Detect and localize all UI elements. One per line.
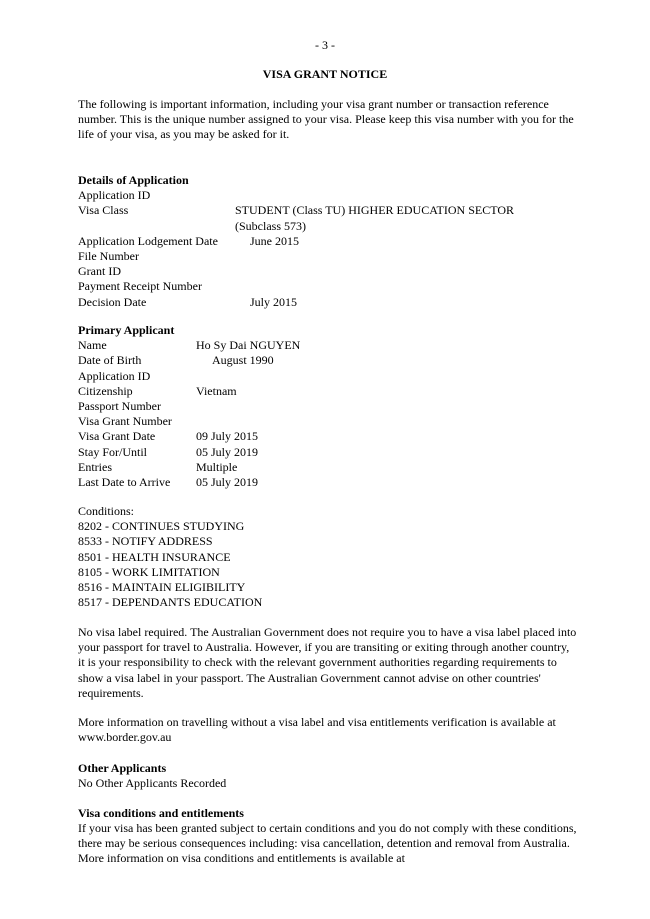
- detail-label: File Number: [78, 248, 139, 263]
- detail-row: [78, 188, 578, 203]
- applicant-value: Ho Sy Dai NGUYEN: [196, 338, 301, 353]
- detail-row: [78, 279, 578, 294]
- applicant-label: Visa Grant Date: [78, 429, 156, 444]
- condition-item: 8516 - MAINTAIN ELIGIBILITY: [78, 579, 246, 594]
- applicant-label: Last Date to Arrive: [78, 474, 171, 489]
- detail-value: July 2015: [250, 294, 298, 309]
- detail-label: Application Lodgement Date: [78, 233, 218, 248]
- page-title: VISA GRANT NOTICE: [262, 67, 388, 81]
- applicant-value: Vietnam: [196, 383, 237, 398]
- detail-label: Visa Class: [78, 203, 129, 218]
- applicant-value: Multiple: [196, 459, 238, 474]
- detail-value: (Subclass 573): [235, 218, 306, 233]
- page-number: - 3 -: [315, 38, 335, 52]
- applicant-row: [78, 445, 578, 460]
- applicant-row: [78, 353, 578, 368]
- visa-label-paragraph: No visa label required. The Australian Government does not require you to have a visa label placed into your passport for travel to Australia. However, if you are transiting or exiting through another country, it is your responsibility to check with the relevant government authorities regarding requirements to show a visa label in your passport. The Australian Government cannot advise on other countries' requirements.: [78, 625, 577, 700]
- other-applicants-heading: Other Applicants: [78, 761, 167, 775]
- applicant-row: [78, 475, 578, 490]
- detail-row: [78, 249, 578, 264]
- applicant-label: Name: [78, 338, 107, 353]
- detail-row: [78, 295, 578, 310]
- detail-label: Decision Date: [78, 294, 147, 309]
- applicant-label: Passport Number: [78, 398, 161, 413]
- applicant-value: August 1990: [212, 353, 274, 368]
- applicant-label: Date of Birth: [78, 353, 142, 368]
- condition-item: 8533 - NOTIFY ADDRESS: [78, 534, 213, 549]
- detail-value: STUDENT (Class TU) HIGHER EDUCATION SECTOR: [235, 203, 514, 218]
- applicant-label: Visa Grant Number: [78, 414, 172, 429]
- applicant-label: Application ID: [78, 368, 151, 383]
- applicant-row: [78, 338, 578, 353]
- condition-item: 8501 - HEALTH INSURANCE: [78, 549, 231, 564]
- condition-item: 8517 - DEPENDANTS EDUCATION: [78, 595, 263, 610]
- application-details-heading: Details of Application: [78, 173, 189, 187]
- other-applicants-text: No Other Applicants Recorded: [78, 776, 227, 791]
- detail-value: June 2015: [250, 233, 299, 248]
- detail-row: [78, 264, 578, 279]
- applicant-row: [78, 429, 578, 444]
- applicant-value: 09 July 2015: [196, 429, 259, 444]
- applicant-label: Citizenship: [78, 383, 133, 398]
- condition-item: 8105 - WORK LIMITATION: [78, 564, 220, 579]
- intro-paragraph: The following is important information, including your visa grant number or transaction reference number. This is the unique number assigned to your visa. Please keep this visa number with you for the life of your visa, as you may be asked for it.: [78, 97, 574, 142]
- entitlements-paragraph: If your visa has been granted subject to certain conditions and you do not comply with these conditions, there may be serious consequences including: visa cancellation, detention and removal from Australia. More information on visa conditions and entitlements is available at: [78, 821, 577, 866]
- application-details-section: [78, 173, 578, 310]
- entitlements-section: [78, 806, 578, 821]
- applicant-label: Stay For/Until: [78, 444, 148, 459]
- applicant-value: 05 July 2019: [196, 444, 259, 459]
- condition-item: 8202 - CONTINUES STUDYING: [78, 519, 245, 534]
- applicant-row: [78, 369, 578, 384]
- detail-row: [78, 203, 578, 218]
- detail-label: Payment Receipt Number: [78, 279, 202, 294]
- primary-applicant-section: [78, 323, 578, 490]
- detail-label: Application ID: [78, 188, 151, 203]
- more-info-paragraph: More information on travelling without a visa label and visa entitlements verification is available at www.border.gov.au: [78, 715, 556, 745]
- detail-row: [78, 219, 578, 234]
- applicant-row: [78, 384, 578, 399]
- conditions-section: [78, 504, 578, 610]
- applicant-row: [78, 414, 578, 429]
- detail-row: [78, 234, 578, 249]
- conditions-heading: Conditions:: [78, 504, 135, 518]
- applicant-label: Entries: [78, 459, 112, 474]
- applicant-row: [78, 399, 578, 414]
- detail-label: Grant ID: [78, 264, 121, 279]
- applicant-row: [78, 460, 578, 475]
- primary-applicant-heading: Primary Applicant: [78, 323, 175, 337]
- other-applicants-section: [78, 761, 578, 791]
- applicant-value: 05 July 2019: [196, 474, 259, 489]
- entitlements-heading: Visa conditions and entitlements: [78, 806, 244, 820]
